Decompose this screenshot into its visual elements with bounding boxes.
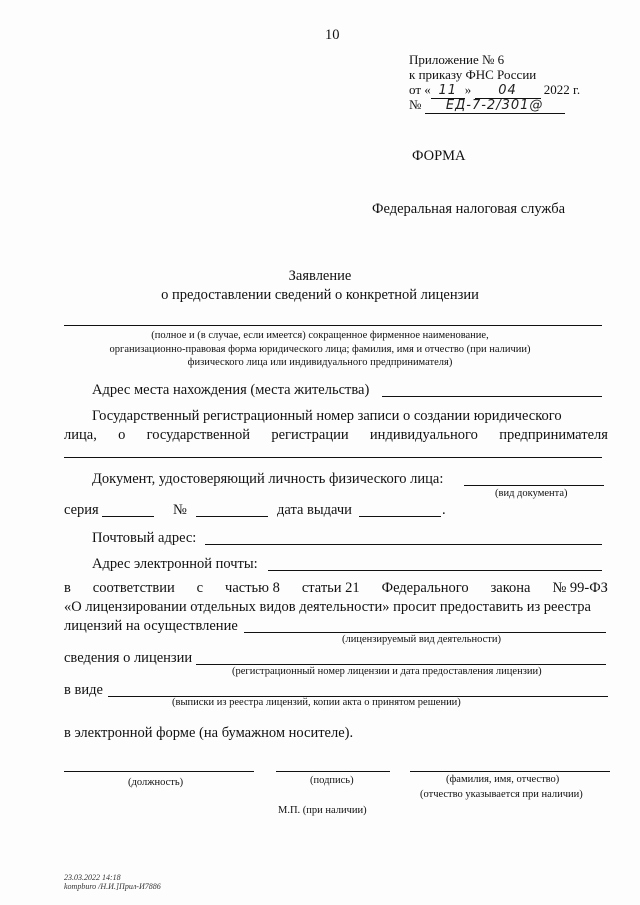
word: предпринимателя: [499, 427, 608, 443]
full-name-caption-1: (фамилия, имя, отчество): [446, 774, 560, 785]
issue-date-field[interactable]: [359, 516, 441, 517]
footer-line2: kompburo /Н.И.]Прил-И7886: [64, 882, 161, 891]
word: частью 8: [225, 580, 280, 596]
request-line3: лицензий на осуществление: [64, 618, 238, 634]
license-info-field[interactable]: [196, 664, 606, 665]
word: статьи 21: [301, 580, 360, 596]
number-prefix: №: [409, 97, 422, 112]
full-name-caption-2: (отчество указывается при наличии): [420, 789, 583, 800]
applicant-line[interactable]: [64, 325, 602, 326]
date-mid: »: [464, 82, 472, 97]
licensed-activity-caption: (лицензируемый вид деятельности): [342, 634, 501, 645]
series-field[interactable]: [102, 516, 154, 517]
applicant-caption-1: (полное и (в случае, если имеется) сокращенное фирменное наименование,: [151, 330, 489, 341]
address-field[interactable]: [382, 396, 602, 397]
number-value: ЕД-7-2/301@: [425, 98, 565, 114]
address-label: Адрес места нахождения (места жительства): [92, 382, 370, 398]
date-day: 11: [431, 83, 465, 99]
form-type-caption: (выписки из реестра лицензий, копии акта о принятом решении): [172, 697, 461, 708]
id-doc-caption: (вид документа): [495, 488, 568, 499]
word: № 99-ФЗ: [552, 580, 608, 596]
form-type-label: в виде: [64, 682, 103, 698]
word: государственной: [146, 427, 251, 443]
footer-line1: 23.03.2022 14:18: [64, 873, 121, 882]
page-number: 10: [325, 27, 340, 43]
signature-caption: (подпись): [310, 775, 354, 786]
position-caption: (должность): [128, 777, 184, 788]
appendix-line1: Приложение № 6: [409, 52, 505, 67]
title-line1: Заявление: [288, 268, 352, 284]
date-prefix: от «: [409, 82, 431, 97]
id-doc-type-field[interactable]: [464, 485, 604, 486]
appendix-line2: к приказу ФНС России: [409, 67, 537, 82]
word: индивидуального: [369, 427, 478, 443]
series-label: серия: [64, 502, 99, 518]
email-field[interactable]: [268, 570, 602, 571]
reg-number-field[interactable]: [64, 457, 602, 458]
date-year: 2022 г.: [543, 82, 581, 97]
form-label: ФОРМА: [412, 148, 466, 164]
electronic-text: в электронной форме (на бумажном носителе).: [64, 725, 354, 741]
agency-name: Федеральная налоговая служба: [372, 201, 566, 217]
license-info-label: сведения о лицензии: [64, 650, 193, 666]
id-doc-label: Документ, удостоверяющий личность физического лица:: [92, 471, 444, 487]
word: лица,: [64, 427, 97, 443]
request-line1: [64, 580, 608, 597]
appendix-number: [409, 97, 565, 114]
word: с: [196, 580, 204, 596]
postal-field[interactable]: [205, 544, 602, 545]
word: регистрации: [271, 427, 349, 443]
postal-label: Почтовый адрес:: [92, 530, 197, 546]
reg-number-line2: [64, 427, 608, 444]
date-month: 04: [475, 83, 541, 99]
full-name-field[interactable]: [410, 771, 610, 772]
position-field[interactable]: [64, 771, 254, 772]
request-line2: «О лицензировании отдельных видов деятельности» просит предоставить из реестра: [64, 599, 591, 615]
word: в: [64, 580, 71, 596]
licensed-activity-field[interactable]: [244, 632, 606, 633]
id-number-field[interactable]: [196, 516, 268, 517]
id-number-label: №: [173, 502, 187, 518]
word: о: [118, 427, 126, 443]
seal-label: М.П. (при наличии): [278, 805, 367, 816]
word: соответствии: [92, 580, 175, 596]
license-info-caption: (регистрационный номер лицензии и дата предоставления лицензии): [232, 666, 542, 677]
reg-number-line1: [92, 408, 608, 425]
title-line2: о предоставлении сведений о конкретной лицензии: [161, 287, 479, 303]
applicant-caption-2: организационно-правовая форма юридического лица; фамилия, имя и отчество (при наличии): [109, 344, 531, 355]
signature-field[interactable]: [276, 771, 390, 772]
issue-date-label: дата выдачи: [277, 502, 352, 518]
word: закона: [490, 580, 531, 596]
applicant-caption-3: физического лица или индивидуального предпринимателя): [187, 357, 453, 368]
email-label: Адрес электронной почты:: [92, 556, 258, 572]
reg-number-text: Государственный регистрационный номер записи о создании юридического: [92, 408, 562, 424]
word: Федерального: [381, 580, 469, 596]
id-doc-end: .: [442, 502, 446, 518]
